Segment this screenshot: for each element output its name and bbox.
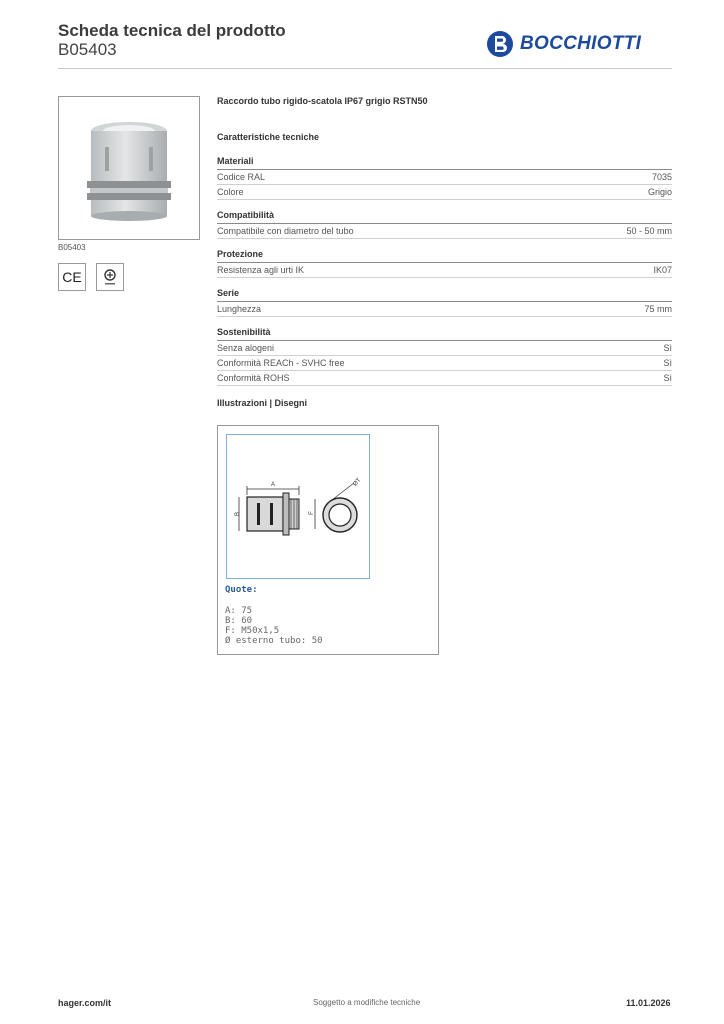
footer-note: Soggetto a modifiche tecniche: [313, 998, 421, 1007]
certification-seal-icon: [97, 264, 123, 290]
section-title: Serie: [217, 288, 672, 302]
image-caption: B05403: [58, 243, 86, 252]
spec-row: [217, 341, 672, 356]
spec-value: Sì: [663, 358, 672, 368]
dimension-value: B: 60: [225, 616, 253, 626]
dimension-label-diameter: ØT: [352, 477, 363, 488]
product-photo-icon: [59, 97, 199, 239]
spec-row: [217, 371, 672, 386]
spec-label: Conformità REACh - SVHC free: [217, 358, 345, 368]
spec-label: Compatibile con diametro del tubo: [217, 226, 354, 236]
section-title: Protezione: [217, 249, 672, 263]
spec-section: [217, 249, 672, 278]
dimensions-title: Quote:: [225, 585, 258, 595]
specs-heading: Caratteristiche tecniche: [217, 132, 320, 142]
illustrations-heading: Illustrazioni | Disegni: [217, 398, 308, 408]
section-title: Materiali: [217, 156, 672, 170]
footer-date: 11.01.2026: [626, 998, 671, 1008]
spec-label: Lunghezza: [217, 304, 262, 314]
dimension-value: F: M50x1,5: [225, 626, 280, 636]
spec-row: [217, 170, 672, 185]
footer-website[interactable]: hager.com/it: [58, 998, 112, 1008]
spec-row: [217, 224, 672, 239]
dimension-label-a: A: [270, 482, 276, 488]
section-title: Sostenibilità: [217, 327, 672, 341]
spec-section: [217, 288, 672, 317]
spec-row: [217, 185, 672, 200]
spec-value: Sì: [663, 373, 672, 383]
dimension-drawing-icon: [227, 435, 368, 577]
spec-label: Conformità ROHS: [217, 373, 290, 383]
dimension-value: A: 75: [225, 606, 253, 616]
spec-row: [217, 263, 672, 278]
spec-value: Grigio: [647, 187, 672, 197]
spec-panel: [217, 96, 672, 408]
certification-badge: [96, 263, 124, 291]
spec-value: 75 mm: [644, 304, 672, 314]
spec-label: Codice RAL: [217, 172, 266, 182]
product-name: Raccordo tubo rigido-scatola IP67 grigio RSTN50: [217, 96, 428, 106]
spec-value: 50 - 50 mm: [626, 226, 672, 236]
spec-value: IK07: [653, 265, 672, 275]
spec-value: 7035: [651, 172, 672, 182]
brand-logo: [486, 28, 641, 60]
spec-row: [217, 302, 672, 317]
spec-section: [217, 327, 672, 386]
page-title: Scheda tecnica del prodotto: [58, 21, 286, 40]
spec-value: Sì: [663, 343, 672, 353]
spec-section: [217, 156, 672, 200]
spec-row: [217, 356, 672, 371]
ce-mark-icon: [59, 264, 85, 290]
spec-label: Senza alogeni: [217, 343, 275, 353]
technical-drawing: [226, 434, 370, 579]
dimension-label-f: F: [309, 511, 315, 515]
spec-section: [217, 210, 672, 239]
section-title: Compatibilità: [217, 210, 672, 224]
spec-label: Resistenza agli urti IK: [217, 265, 305, 275]
dimension-value: Ø esterno tubo: 50: [225, 636, 323, 646]
svg-text:CE: CE: [62, 269, 82, 285]
header-divider: [58, 68, 672, 69]
dimension-label-b: B: [235, 511, 241, 517]
ce-mark-badge: [58, 263, 86, 291]
product-image: [58, 96, 200, 240]
brand-name: BOCCHIOTTI: [520, 33, 642, 54]
brand-logo-icon: [486, 29, 514, 59]
product-code: B05403: [58, 40, 117, 59]
spec-label: Colore: [217, 187, 244, 197]
